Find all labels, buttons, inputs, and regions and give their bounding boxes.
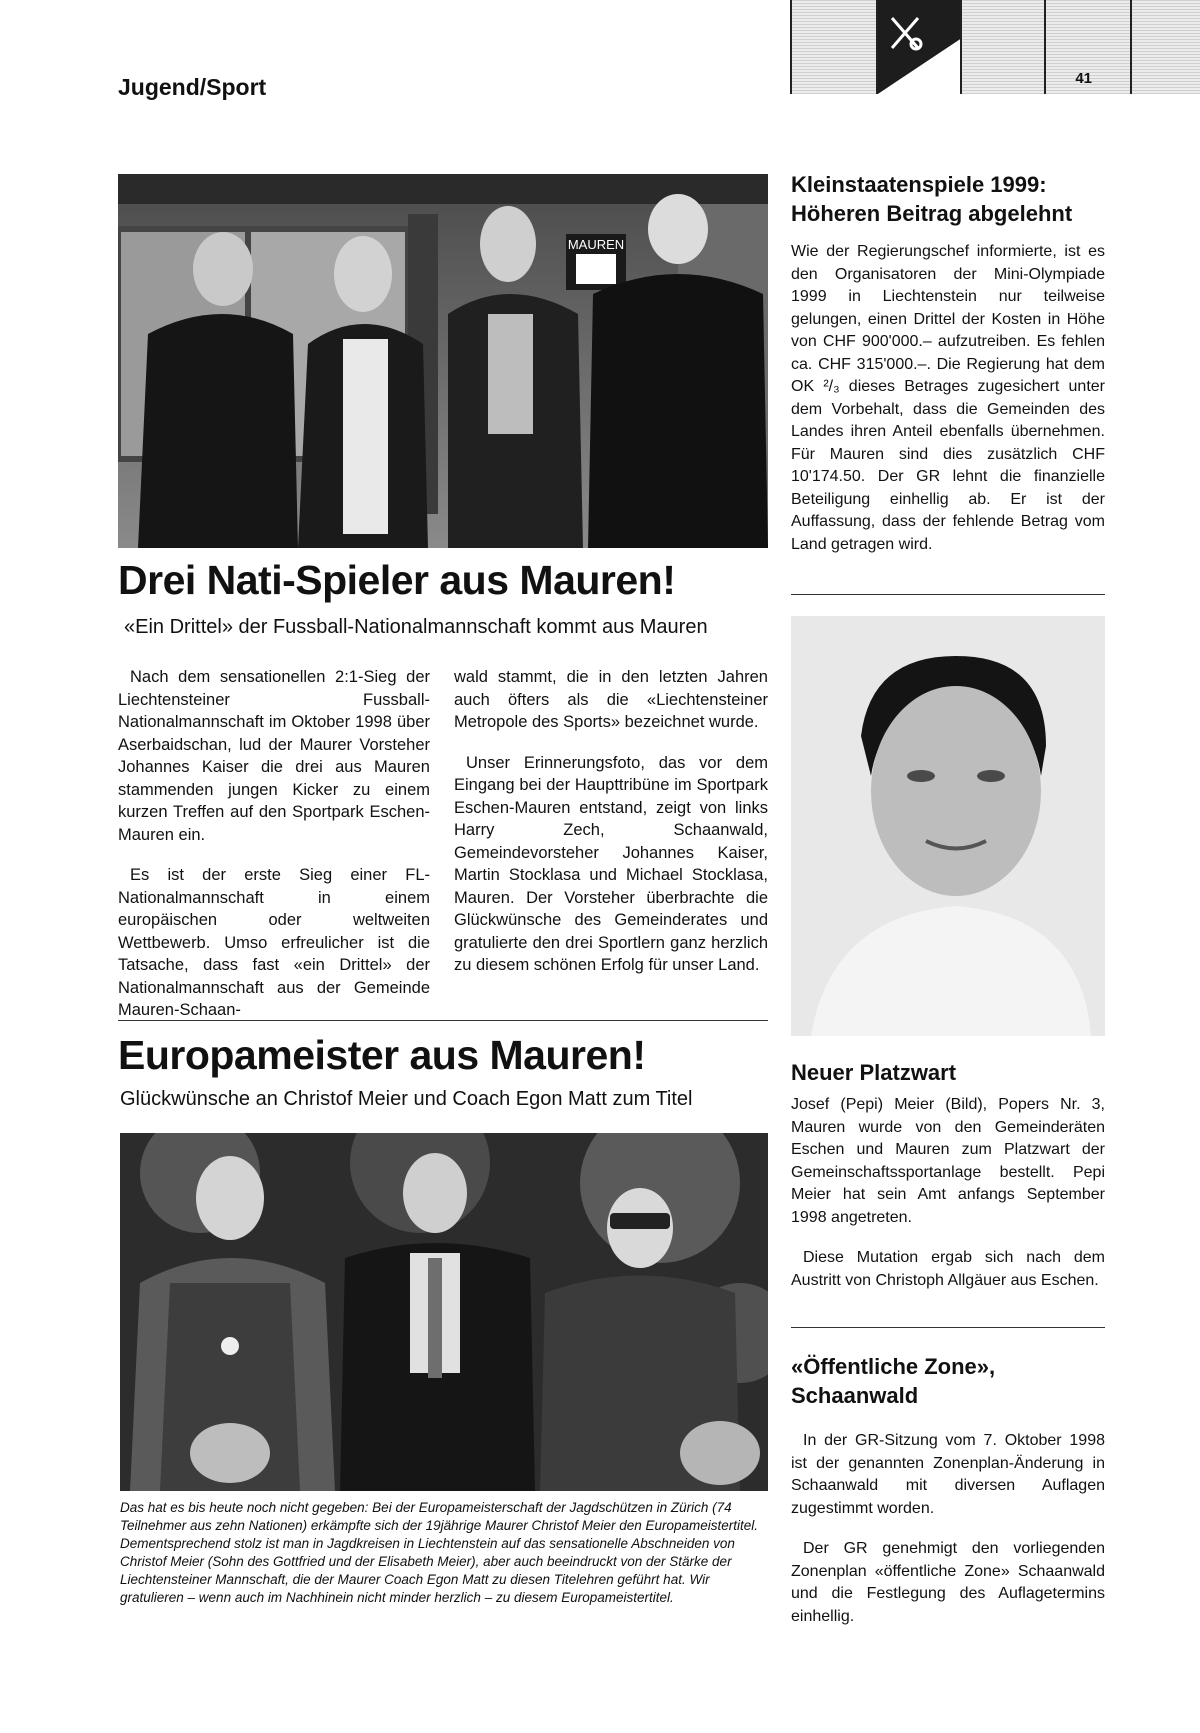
paragraph: wald stammt, die in den letzten Jahren auch öfters als die «Liechtensteiner Metropole des Sports» bezeichnet wurde. — [454, 668, 768, 731]
photo-caption: Das hat es bis heute noch nicht gegeben: Bei der Europameisterschaft der Jagdschützen in Zürich (74 Teilnehmer aus zehn Nationen) erkämpfte sich der 19jährige Maurer Christof Meier den Europameistertitel. Dementsprechend stolz ist man in Jagdkreisen in Liechtenstein auf das sensationelle Abschneiden von Christof Meier (Sohn des Gottfried und der Elisabeth Meier), aber auch beeindruckt von der Stärke der Liechtensteiner Mannschaft, die der Maurer Coach Egon Matt zu diesen Titelehren geführt hat. Wir gratulieren – wenn auch im Nachhinein nicht minder herzlich – zu diesem Europameistertitel. — [120, 1500, 759, 1605]
paragraph: Der GR genehmigt den vorliegenden Zonenplan «öffentliche Zone» Schaanwald und die Festlegung des Auflagetermins einhellig. — [791, 1540, 1105, 1625]
portrait-image — [791, 616, 1105, 1036]
article-column-1 — [118, 666, 430, 1040]
article-title: Drei Nati-Spieler aus Mauren! — [118, 557, 676, 603]
sidebar-text — [791, 1430, 1105, 1646]
tab-decoration — [960, 0, 1046, 94]
mauren-emblem-icon — [878, 0, 962, 94]
team-photo-image — [118, 174, 768, 548]
team-photo — [118, 174, 768, 548]
emblem-tab — [876, 0, 962, 94]
section-title: Jugend/Sport — [118, 74, 267, 100]
paragraph: Josef (Pepi) Meier (Bild), Popers Nr. 3, Mauren wurde von den Gemeinderäten Eschen und Mauren zum Platzwart der Gemeinschaftssportanlage bestellt. Pepi Meier hat sein Amt anfangs September 1998 angetreten. — [791, 1096, 1105, 1226]
mauren-sign: MAUREN — [567, 237, 625, 252]
article-subtitle: Glückwünsche an Christof Meier und Coach Egon Matt zum Titel — [120, 1088, 693, 1110]
sidebar-heading: Neuer Platzwart — [791, 1060, 957, 1085]
article-title: Europameister aus Mauren! — [118, 1032, 646, 1078]
champions-photo — [120, 1133, 768, 1491]
paragraph: Unser Erinnerungsfoto, das vor dem Eingang bei der Haupttribüne im Sportpark Eschen-Mauren entstand, zeigt von links Harry Zech, Schaanwald, Gemeindevorsteher Johannes Kaiser, Martin Stocklasa und Michael Stocklasa, Mauren. Der Vorsteher überbrachte die Glückwünsche des Gemeinderates und gratulierte den drei Sportlern ganz herzlich zu diesem schönen Erfolg für unser Land. — [454, 753, 768, 974]
sidebar-text — [791, 1094, 1105, 1310]
paragraph: Nach dem sensationellen 2:1-Sieg der Liechtensteiner Fussball-Nationalmannschaft im Oktober 1998 über Aserbaidschan, lud der Maurer Vorsteher Johannes Kaiser die drei aus Mauren stammenden jungen Kicker zu einem kurzen Treffen auf den Sportpark Eschen-Mauren ein. — [118, 668, 430, 844]
paragraph: Es ist der erste Sieg einer FL-Nationalmannschaft in einem europäischen oder weltweiten Wettbewerb. Umso erfreulicher ist die Tatsache, dass fast «ein Drittel» der Nationalmannschaft aus der Gemeinde Mauren-Schaan- — [118, 866, 430, 1019]
article-column-2 — [454, 666, 768, 995]
divider — [118, 1020, 768, 1021]
divider — [791, 594, 1105, 595]
paragraph: In der GR-Sitzung vom 7. Oktober 1998 ist der genannten Zonenplan-Änderung in Schaanwald mit diversen Auflagen zugestimmt worden. — [791, 1432, 1105, 1517]
paragraph: Diese Mutation ergab sich nach dem Austritt von Christoph Allgäuer aus Eschen. — [791, 1249, 1105, 1289]
page-number: 41 — [1075, 70, 1092, 87]
article-subtitle: «Ein Drittel» der Fussball-Nationalmannschaft kommt aus Mauren — [124, 616, 708, 638]
sidebar-heading: Kleinstaatenspiele 1999: Höheren Beitrag abgelehnt — [791, 172, 1073, 226]
tab-decoration — [790, 0, 878, 94]
divider — [791, 1327, 1105, 1328]
champions-photo-image — [120, 1133, 768, 1491]
sidebar-paragraph: Wie der Regierungschef informierte, ist es den Organisatoren der Mini-Olympiade 1999 in Liechtenstein nur teilweise gelungen, einen Drittel der Kosten in Höhe von CHF 900'000.– aufzutreiben. Es fehlen ca. CHF 315'000.–. Die Regierung hat dem OK ²/₃ dieses Betrages zugesichert unter dem Vorbehalt, dass die Gemeinden des Landes ihren Anteil ebenfalls übernehmen. Für Mauren sind dies zusätzlich CHF 10'174.50. Der GR lehnt die finanzielle Beteiligung einhellig ab. Er ist der Auffassung, dass der fehlende Betrag vom Land getragen wird. — [791, 243, 1105, 553]
portrait-photo — [791, 616, 1105, 1036]
header-tabs — [790, 0, 1200, 96]
sidebar-heading: «Öffentliche Zone», Schaanwald — [791, 1354, 996, 1408]
tab-decoration — [1130, 0, 1200, 94]
